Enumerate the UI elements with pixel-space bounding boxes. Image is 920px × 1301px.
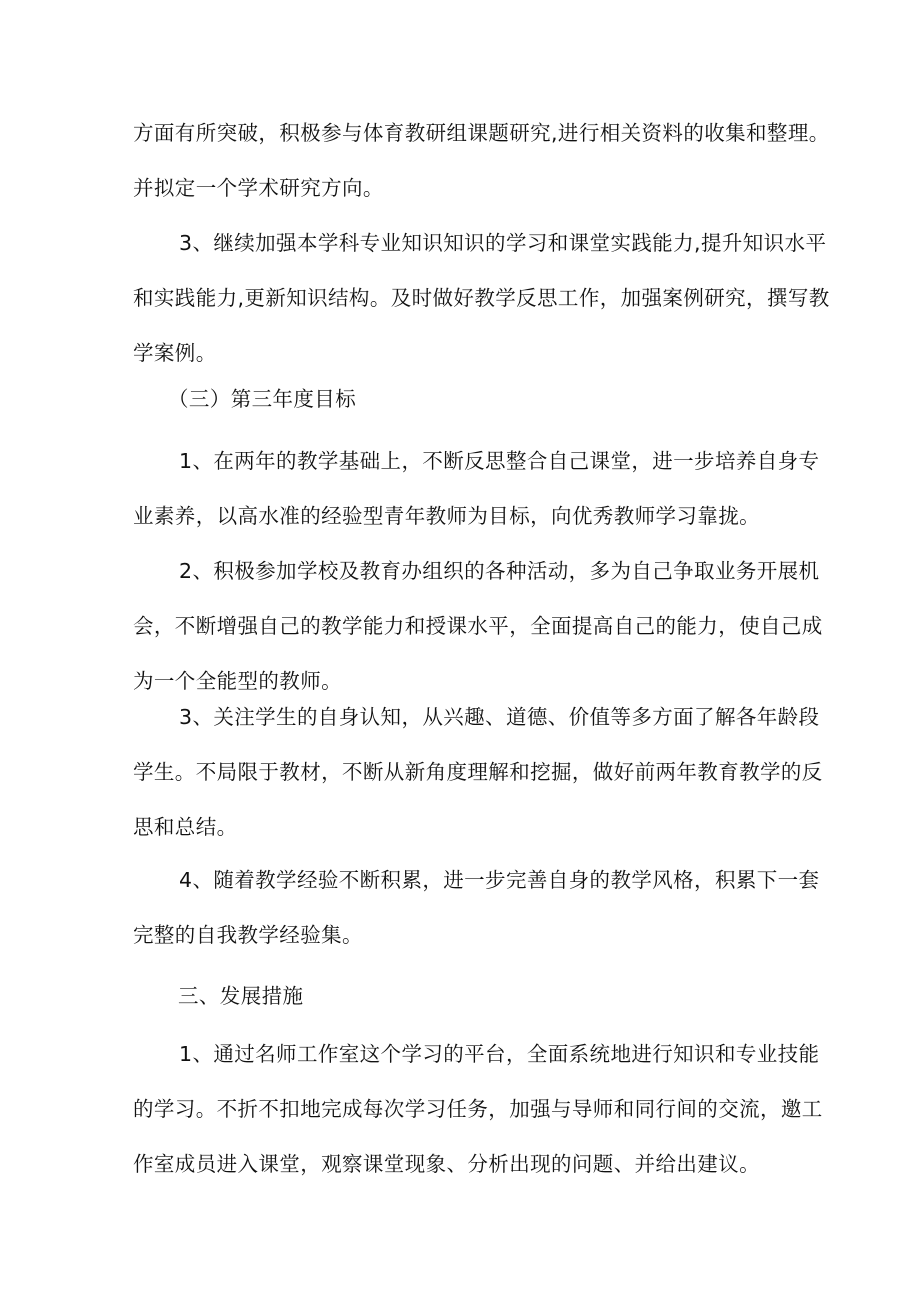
paragraph-line: 4、随着教学经验不断积累，进一步完善自身的教学风格，积累下一套: [179, 868, 820, 892]
paragraph-line: 2、积极参加学校及教育办组织的各种活动，多为自己争取业务开展机: [179, 559, 820, 583]
paragraph-line: 1、在两年的教学基础上，不断反思整合自己课堂，进一步培养自身专: [179, 449, 820, 473]
paragraph-line: 的学习。不折不扣地完成每次学习任务，加强与导师和同行间的交流，邀工: [133, 1097, 823, 1121]
paragraph-continuation: [133, 106, 830, 216]
paragraph-line: 业素养，以高水准的经验型青年教师为目标，向优秀教师学习靠拢。: [133, 504, 760, 528]
paragraph-line: 学案例。: [133, 341, 217, 365]
paragraph-line: 1、通过名师工作室这个学习的平台，全面系统地进行知识和专业技能: [179, 1042, 820, 1066]
paragraph-line: 方面有所突破，积极参与体育教研组课题研究,进行相关资料的收集和整理。: [133, 121, 830, 145]
paragraph-item-3-year2: [133, 216, 830, 381]
paragraph-item-4-year3: [133, 853, 820, 963]
paragraph-item-1-year3: [133, 434, 820, 544]
paragraph-line: 为一个全能型的教师。: [133, 669, 342, 693]
paragraph-line: 3、关注学生的自身认知，从兴趣、道德、价值等多方面了解各年龄段: [179, 705, 820, 729]
paragraph-line: 作室成员进入课堂，观察课堂现象、分析出现的问题、并给出建议。: [133, 1152, 760, 1176]
paragraph-line: 学生。不局限于教材，不断从新角度理解和挖掘，做好前两年教育教学的反: [133, 760, 823, 784]
section-heading-measures: 三、发展措施: [178, 984, 304, 1008]
paragraph-line: 会，不断增强自己的教学能力和授课水平，全面提高自己的能力，使自己成: [133, 614, 823, 638]
paragraph-line: 完整的自我教学经验集。: [133, 923, 363, 947]
paragraph-line: 和实践能力,更新知识结构。及时做好教学反思工作，加强案例研究，撰写教: [133, 286, 830, 310]
section-heading-year3: （三）第三年度目标: [168, 387, 357, 411]
paragraph-line: 并拟定一个学术研究方向。: [133, 176, 384, 200]
paragraph-line: 思和总结。: [133, 815, 238, 839]
paragraph-item-3-year3: [133, 690, 823, 855]
paragraph-line: 3、继续加强本学科专业知识知识的学习和课堂实践能力,提升知识水平: [179, 231, 827, 255]
paragraph-item-2-year3: [133, 544, 823, 709]
paragraph-measure-1: [133, 1027, 823, 1192]
